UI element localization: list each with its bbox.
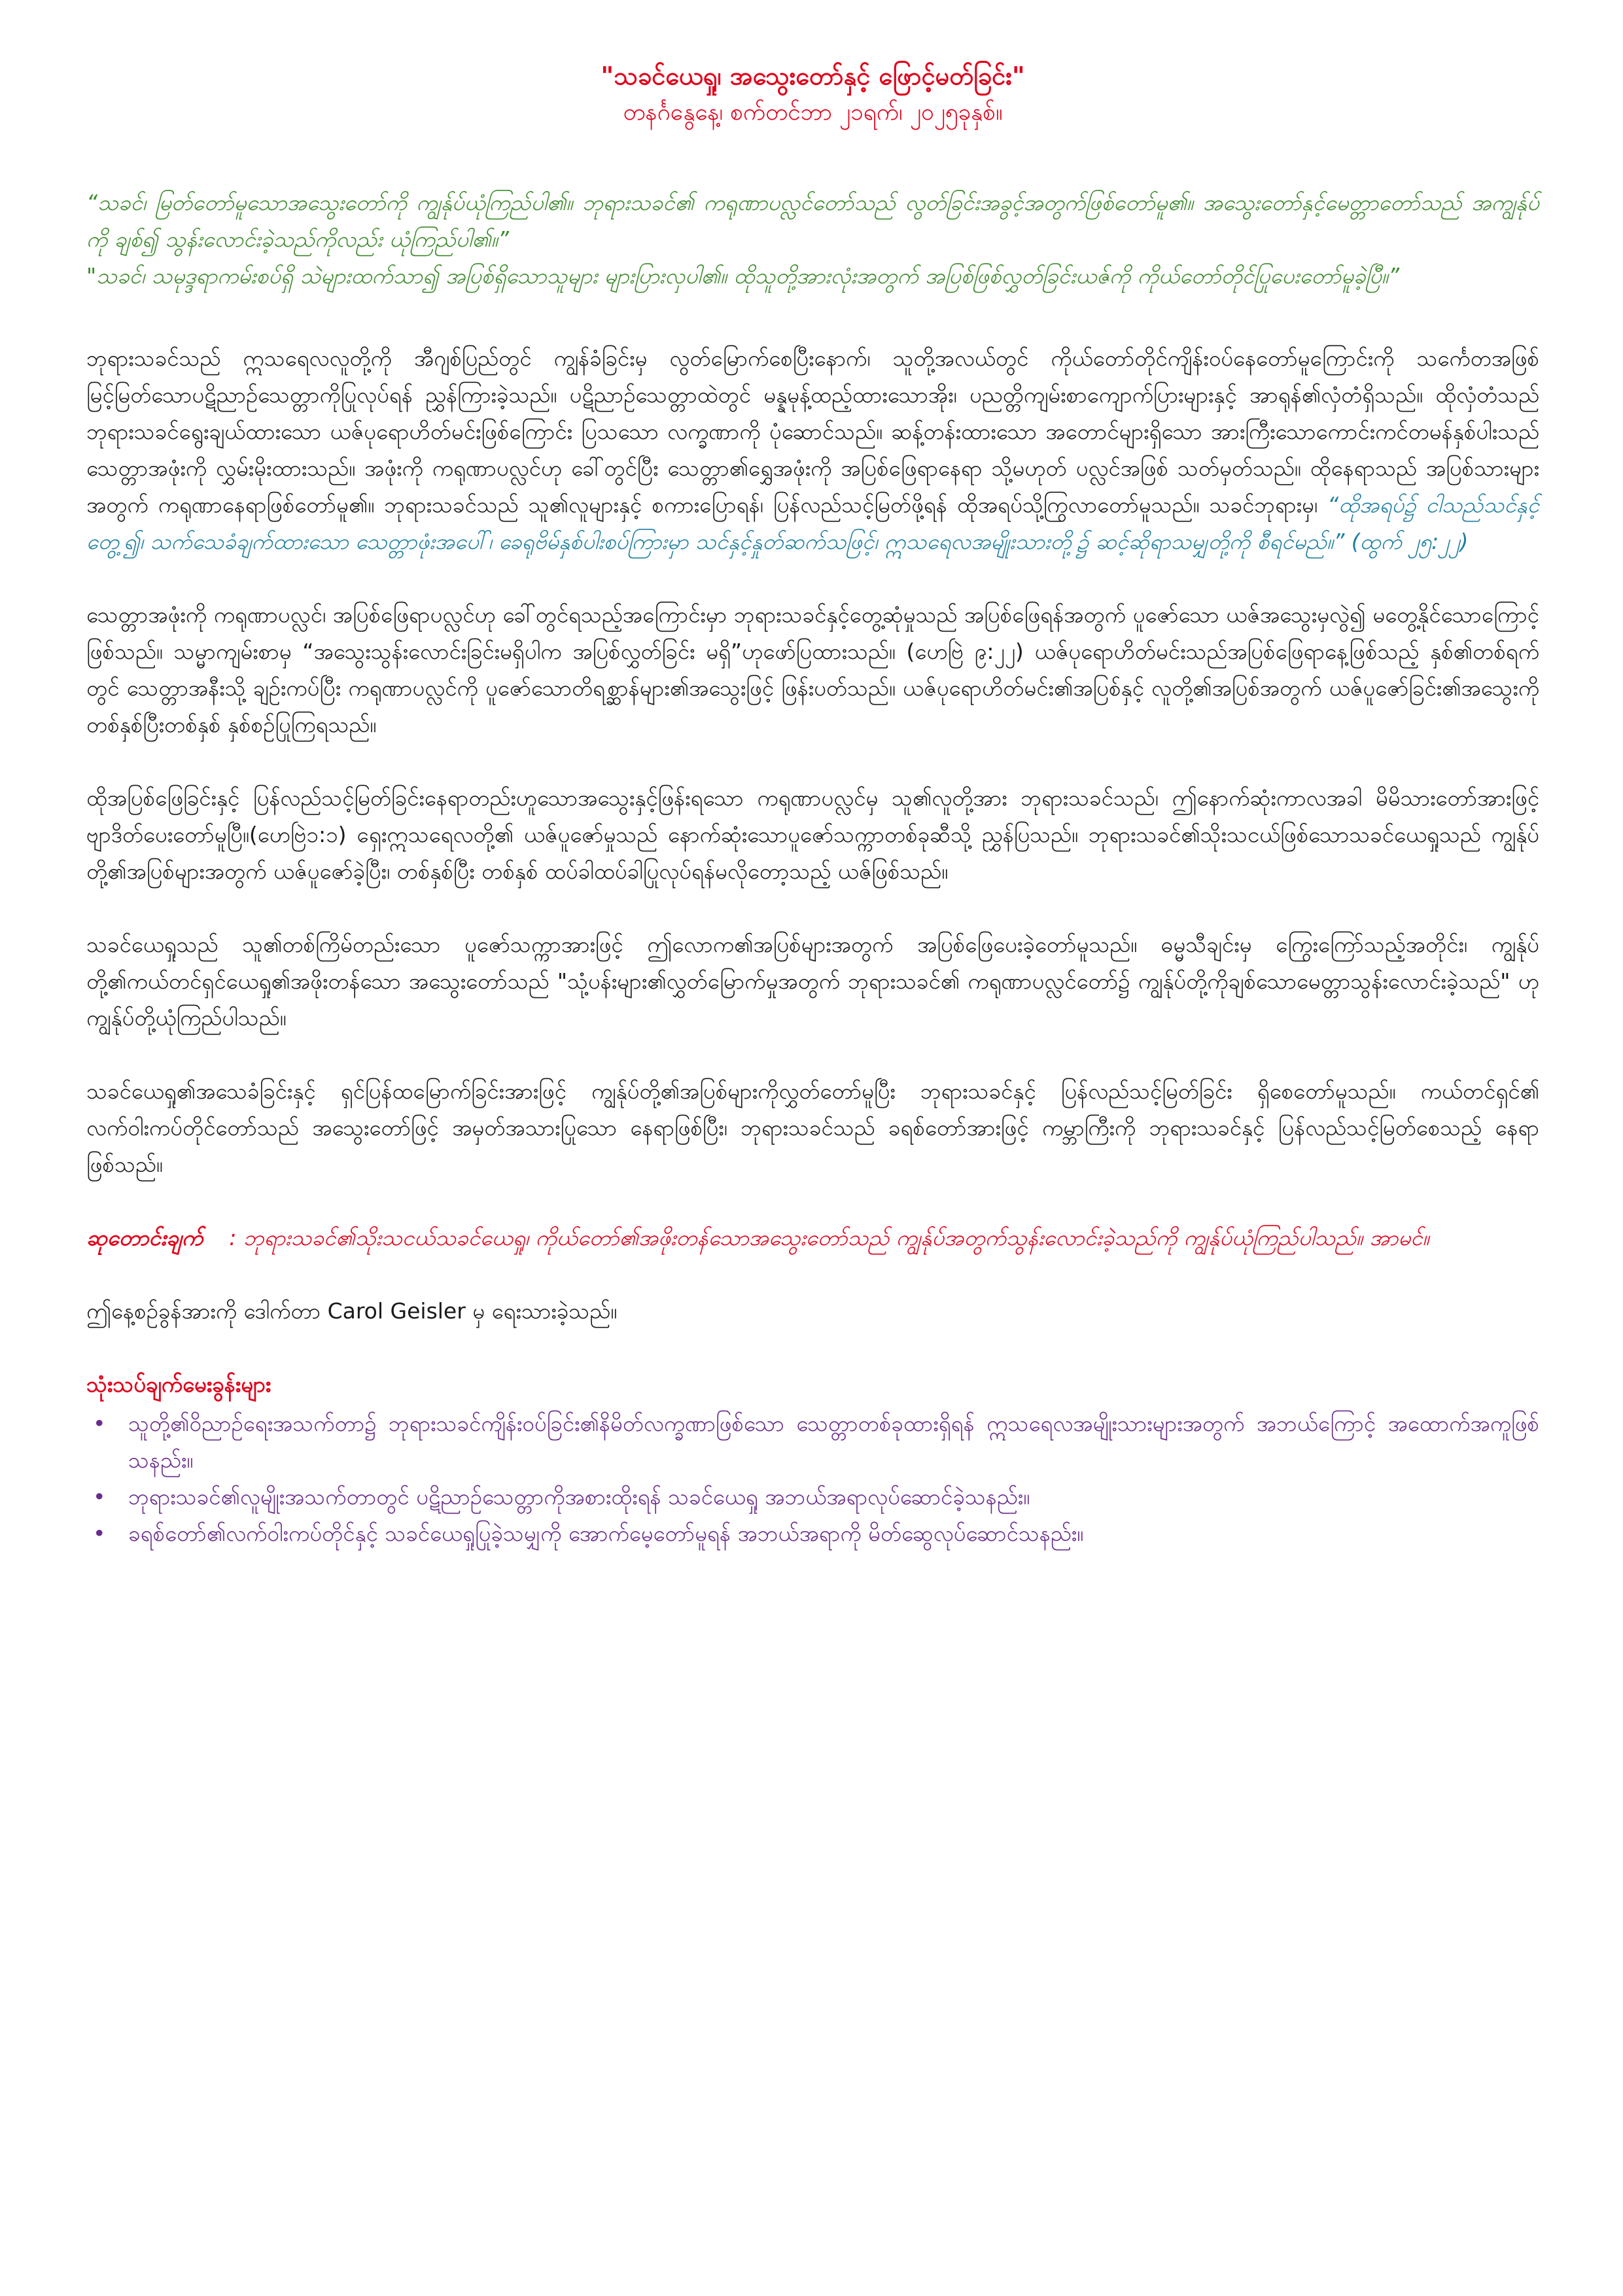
reflection-heading: သုံးသပ်ချက်မေးခွန်းများ — [86, 1371, 271, 1397]
reflection-question — [93, 1515, 1539, 1552]
body-paragraph — [86, 340, 1539, 560]
body-paragraph: သခင်ယေရှု၏အသေခံခြင်းနှင့် ရှင်ပြန်ထမြောက်ခြင်းအားဖြင့် ကျွန်ုပ်တို့၏အပြစ်များကိုလွှတ်တော်မူပြီး ဘုရားသခင်နှင့် ပြန်လည်သင့်မြတ်ခြင်း ရှိစေတော်မူသည်။ ကယ်တင်ရှင်၏ လက်ဝါးကပ်တိုင်တော်သည် အသွေးတော်ဖြင့် အမှတ်အသားပြုသော နေရာဖြစ်ပြီး၊ ဘုရားသခင်သည် ခရစ်တော်အားဖြင့် ကမ္ဘာကြီးကို ဘုရားသခင်နှင့် ပြန်လည်သင့်မြတ်စေသည့် နေရာဖြစ်သည်။ — [86, 1078, 1539, 1177]
bullet-icon: • — [93, 1411, 106, 1436]
bullet-icon: • — [93, 1521, 106, 1546]
body-paragraph-text: ဘုရားသခင်သည် ဣသရေလလူတို့ကို အီဂျစ်ပြည်တွင် ကျွန်ခံခြင်းမှ လွတ်မြောက်စေပြီးနောက်၊ သူတို့အလယ်တွင် ကိုယ်တော်တိုင်ကျိန်းဝပ်နေတော်မူကြောင်းကို သင်္ကေတအဖြစ် မြင့်မြတ်သောပဋိညာဉ်သေတ္တာကိုပြုလုပ်ရန် ညွှန်ကြားခဲ့သည်။ ပဋိညာဉ်သေတ္တာထဲတွင် မန္နမုန့်ထည့်ထားသောအိုး၊ ပညတ္တိကျမ်းစာကျောက်ပြားများနှင့် အာရုန်၏လှံတံရှိသည်။ ထိုလှံတံသည် ဘုရားသခင်ရွေးချယ်ထားသော ယဇ်ပုရောဟိတ်မင်းဖြစ်ကြောင်း ပြသသော လက္ခဏာကို ပုံဆောင်သည်။ ဆန့်တန်းထားသော အတောင်များရှိသော အားကြီးသောကောင်းကင်တမန်နှစ်ပါးသည် သေတ္တာအဖုံးကို လွှမ်းမိုးထားသည်။ အဖုံးကို ကရုဏာပလ္လင်ဟု ခေါ်တွင်ပြီး သေတ္တာ၏ရွှေအဖုံးကို အပြစ်ဖြေရာနေရာ သို့မဟုတ် ပလ္လင်အဖြစ် သတ်မှတ်သည်။ ထိုနေရာသည် အပြစ်သားများအတွက် ကရုဏာနေရာဖြစ်တော်မူ၏။ ဘုရားသခင်သည် သူ၏လူများနှင့် စကားပြောရန်၊ ပြန်လည်သင့်မြတ်ဖို့ရန် ထိုအရပ်သို့ကြွလာတော်မူသည်။ သခင်ဘုရားမှ၊ — [86, 345, 1539, 518]
bullet-icon: • — [93, 1484, 106, 1510]
body-paragraph: သေတ္တာအဖုံးကို ကရုဏာပလ္လင်၊ အပြစ်ဖြေရာပလ္လင်ဟု ခေါ်တွင်ရသည့်အကြောင်းမှာ ဘုရားသခင်နှင့်တွေ့ဆုံမှုသည် အပြစ်ဖြေရန်အတွက် ပူဇော်သော ယဇ်အသွေးမှလွဲ၍ မတွေ့နိုင်သောကြောင့်ဖြစ်သည်။ သမ္မာကျမ်းစာမှ “အသွေးသွန်းလောင်းခြင်းမရှိပါက အပြစ်လွှတ်ခြင်း မရှိ”ဟုဖော်ပြထားသည်။ (ဟေဗြဲ ၉:၂၂) ယဇ်ပုရောဟိတ်မင်းသည်အပြစ်ဖြေရာနေ့ဖြစ်သည့် နှစ်၏တစ်ရက်တွင် သေတ္တာအနီးသို့ ချဉ်းကပ်ပြီး ကရုဏာပလ္လင်ကို ပူဇော်သောတိရစ္ဆာန်များ၏အသွေးဖြင့် ဖြန်းပတ်သည်။ ယဇ်ပုရောဟိတ်မင်း၏အပြစ်နှင့် လူတို့၏အပြစ်အတွက် ယဇ်ပူဇော်ခြင်း၏အသွေးကို တစ်နှစ်ပြီးတစ်နှစ် နှစ်စဉ်ပြုကြရသည်။ — [86, 602, 1539, 737]
opening-prayer-line: “သခင်၊ မြတ်တော်မူသောအသွေးတော်ကို ကျွန်ုပ်ယုံကြည်ပါ၏။ ဘုရားသခင်၏ ကရုဏာပလ္လင်တော်သည် လွတ်ခြင်းအခွင့်အတွက်ဖြစ်တော်မူ၏။ အသွေးတော်နှင့်မေတ္တာတော်သည် အကျွန်ုပ်ကို ချစ်၍ သွန်းလောင်းခဲ့သည်ကိုလည်း ယုံကြည်ပါ၏။” — [86, 190, 1539, 252]
body-paragraph: ထိုအပြစ်ဖြေခြင်းနှင့် ပြန်လည်သင့်မြတ်ခြင်းနေရာတည်းဟူသောအသွေးနှင့်ဖြန်းရသော ကရုဏာပလ္လင်မှ သူ၏လူတို့အား ဘုရားသခင်သည်၊ ဤနောက်ဆုံးကာလအခါ မိမိသားတော်အားဖြင့်ဗျာဒိတ်ပေးတော်မူပြီ။(ဟေဗြဲ၁:၁) ရှေးဣသရေလတို့၏ ယဇ်ပူဇော်မှုသည် နောက်ဆုံးသောပူဇော်သက္ကာတစ်ခုဆီသို့ ညွှန်ပြသည်။ ဘုရားသခင်၏သိုးသငယ်ဖြစ်သောသခင်ယေရှုသည် ကျွန်ုပ်တို့၏အပြစ်များအတွက် ယဇ်ပူဇော်ခဲ့ပြီး၊ တစ်နှစ်ပြီး တစ်နှစ် ထပ်ခါထပ်ခါပြုလုပ်ရန်မလိုတော့သည့် ယဇ်ဖြစ်သည်။ — [86, 785, 1539, 884]
opening-prayer-line: "သခင်၊ သမုဒ္ဒရာကမ်းစပ်ရှိ သဲများထက်သာ၍ အပြစ်ရှိသောသူများ များပြားလှပါ၏။ ထိုသူတို့အားလုံးအတွက် အပြစ်ဖြစ်လွှတ်ခြင်းယဇ်ကို ကိုယ်တော်တိုင်ပြုပေးတော်မူခဲ့ပြီ။” — [86, 263, 1400, 289]
reflection-questions — [86, 1405, 1539, 1552]
page-title: "သခင်ယေရှု၊ အသွေးတော်နှင့် ဖြောင့်မတ်ခြင်း" — [601, 62, 1025, 90]
reflection-question-text: ဘုရားသခင်၏လူမျိုးအသက်တာတွင် ပဋိညာဉ်သေတ္တာကိုအစားထိုးရန် သခင်ယေရှု အဘယ်အရာလုပ်ဆောင်ခဲ့သနည်း။ — [128, 1484, 1030, 1510]
body-paragraph: သခင်ယေရှုသည် သူ၏တစ်ကြိမ်တည်းသော ပူဇော်သက္ကာအားဖြင့် ဤလောက၏အပြစ်များအတွက် အပြစ်ဖြေပေးခဲ့တော်မူသည်။ ဓမ္မသီချင်းမှ ကြွေးကြော်သည့်အတိုင်း၊ ကျွန်ုပ်တို့၏ကယ်တင်ရှင်ယေရှု၏အဖိုးတန်သော အသွေးတော်သည် "သုံ့ပန်းများ၏လွှတ်မြောက်မှုအတွက် ဘုရားသခင်၏ ကရုဏာပလ္လင်တော်၌ ကျွန်ုပ်တို့ကိုချစ်သောမေတ္တာသွန်းလောင်းခဲ့သည်" ဟုကျွန်ုပ်တို့ယုံကြည်ပါသည်။ — [86, 932, 1539, 1031]
page-date: တနင်္ဂနွေနေ့၊ စက်တင်ဘာ ၂၁ရက်၊ ၂၀၂၅ခုနှစ်။ — [623, 99, 1003, 126]
opening-prayer — [86, 185, 1539, 294]
prayer-label: ဆုတောင်းချက် — [86, 1225, 203, 1250]
prayer-text: : ဘုရားသခင်၏သိုးသငယ်သခင်ယေရှု၊ ကိုယ်တော်၏အဖိုးတန်သောအသွေးတော်သည် ကျွန်ုပ်အတွက်သွန်းလောင်းခဲ့သည်ကို ကျွန်ုပ်ယုံကြည်ပါသည်။ အာမင်။ — [229, 1225, 1429, 1250]
reflection-question-text: သူတို့၏ဝိညာဉ်ရေးအသက်တာ၌ ဘုရားသခင်ကျိန်းဝပ်ခြင်း၏နိမိတ်လက္ခဏာဖြစ်သော သေတ္တာတစ်ခုထားရှိရန် ဣသရေလအမျိုးသားများအတွက် အဘယ်ကြောင့် အထောက်အကူဖြစ်သနည်း။ — [128, 1411, 1539, 1473]
scripture-quote: “ထိုအရပ်၌ ငါသည်သင်နှင့်တွေ့၍၊ သက်သေခံချက်ထားသော သေတ္တာဖုံးအပေါ်၊ ခေရုဗိမ်နှစ်ပါးစပ်ကြားမှာ သင်နှင့်နှုတ်ဆက်သဖြင့်၊ ဣသရေလအမျိုးသားတို့၌ ဆင့်ဆိုရာသမျှတို့ကို စီရင်မည်။” (ထွက် ၂၅:၂၂) — [86, 492, 1539, 554]
reflection-question-text: ခရစ်တော်၏လက်ဝါးကပ်တိုင်နှင့် သခင်ယေရှုပြုခဲ့သမျှကို အောက်မေ့တော်မူရန် အဘယ်အရာကို မိတ်ဆွေလုပ်ဆောင်သနည်း။ — [128, 1521, 1084, 1546]
closing-prayer — [86, 1220, 1539, 1256]
reflection-question — [93, 1405, 1539, 1479]
reflection-question — [93, 1479, 1539, 1515]
author-note: ဤနေ့စဉ်ခွန်အားကို ဒေါက်တာ Carol Geisler မှ ရေးသားခဲ့သည်။ — [86, 1298, 618, 1324]
